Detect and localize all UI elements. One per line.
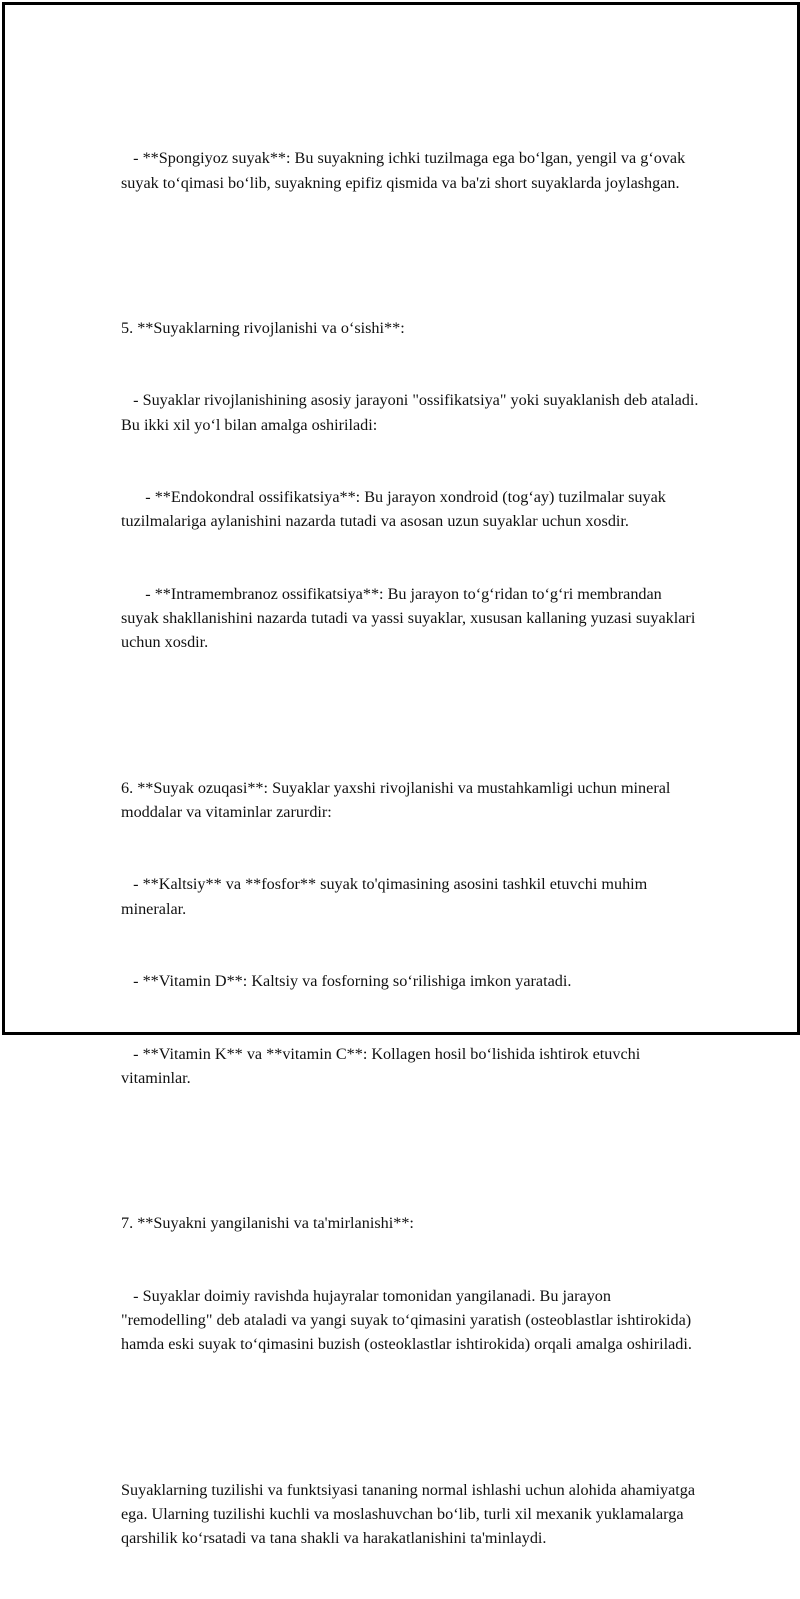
paragraph-intramembranoz: - **Intramembranoz ossifikatsiya**: Bu jarayon to‘g‘ridan to‘g‘ri membrandan suyak shakllanishini nazarda tutadi va yassi suyaklar, xususan kallaning yuzasi suyaklari uchun xosdir.	[121, 585, 700, 652]
paragraph-conclusion: Suyaklarning tuzilishi va funktsiyasi tananing normal ishlashi uchun alohida ahamiyatga ega. Ularning tuzilishi kuchli va moslashuvchan bo‘lib, turli xil mexanik yuklamalarga qarshilik ko‘rsatadi va tana shakli va harakatlanishini ta'minlaydi.	[121, 1480, 700, 1547]
section-heading-5: 5. **Suyaklarning rivojlanishi va o‘sishi**:	[121, 318, 405, 337]
paragraph-ossifikatsiya: - Suyaklar rivojlanishining asosiy jarayoni "ossifikatsiya" yoki suyaklanish deb ataladi. Bu ikki xil yo‘l bilan amalga oshiriladi:	[121, 391, 703, 434]
paragraph-gap	[121, 243, 701, 267]
list-item-vitamin-d: - **Vitamin D**: Kaltsiy va fosforning so‘rilishiga imkon yaratadi.	[121, 972, 572, 991]
document-body	[121, 98, 701, 1599]
page-frame	[2, 2, 800, 1547]
paragraph-endokondral: - **Endokondral ossifikatsiya**: Bu jarayon xondroid (tog‘ay) tuzilmalar suyak tuzilmalariga aylanishini nazarda tutadi va asosan uzun suyaklar uchun xosdir.	[121, 488, 670, 531]
paragraph-spongiyoz: - **Spongiyoz suyak**: Bu suyakning ichki tuzilmaga ega bo‘lgan, yengil va g‘ovak suyak to‘qimasi bo‘lib, suyakning epifiz qismida va ba'zi short suyaklarda joylashgan.	[121, 149, 690, 192]
paragraph-gap	[121, 1139, 701, 1163]
section-heading-7: 7. **Suyakni yangilanishi va ta'mirlanishi**:	[121, 1214, 414, 1233]
paragraph-remodelling: - Suyaklar doimiy ravishda hujayralar tomonidan yangilanadi. Bu jarayon "remodelling" deb ataladi va yangi suyak to‘qimasini yaratish (osteoblastlar ishtirokida) hamda eski suyak to‘qimasini buzish (osteoklastlar ishtirokida) orqali amalga oshiriladi.	[121, 1286, 696, 1354]
paragraph-gap	[121, 1405, 701, 1429]
paragraph-gap	[121, 703, 701, 727]
section-heading-6: 6. **Suyak ozuqasi**: Suyaklar yaxshi rivojlanishi va mustahkamligi uchun mineral moddalar va vitaminlar zarurdir:	[121, 778, 675, 821]
list-item-vitamin-k-c: - **Vitamin K** va **vitamin C**: Kollagen hosil bo‘lishida ishtirok etuvchi vitaminlar.	[121, 1044, 645, 1088]
list-item-kaltsiy: - **Kaltsiy** va **fosfor** suyak to'qimasining asosini tashkil etuvchi muhim mineralar.	[121, 875, 652, 918]
